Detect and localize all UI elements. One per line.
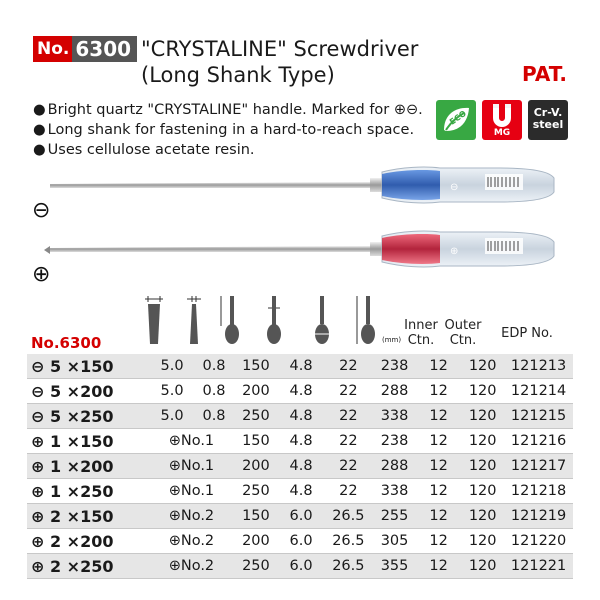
handle-diameter-cell: 26.5 <box>324 529 373 554</box>
tip-size-cell: ⊕No.2 <box>150 504 234 529</box>
model-prefix: No. <box>33 36 72 62</box>
mg-label: MG <box>493 128 511 138</box>
shank-diameter-cell: 6.0 <box>278 504 323 529</box>
outer-ctn-cell: 120 <box>461 504 504 529</box>
table-row <box>27 529 573 554</box>
shank-length-cell: 250 <box>233 479 278 504</box>
outer-ctn-cell: 120 <box>461 529 504 554</box>
size-cell: ⊕ 1 ×150 <box>27 429 150 454</box>
dimension-header <box>27 294 573 354</box>
edp-no-cell: 121215 <box>504 404 573 429</box>
handle-diameter-cell: 26.5 <box>324 554 373 579</box>
table-row <box>27 504 573 529</box>
shank-length-cell: 200 <box>233 379 278 404</box>
handle-diameter-cell: 22 <box>324 354 373 379</box>
edp-no-cell: 121214 <box>504 379 573 404</box>
handle-diameter-cell: 22 <box>324 379 373 404</box>
product-title <box>141 36 418 88</box>
badge-group <box>436 100 568 140</box>
inner-ctn-cell: 12 <box>416 379 461 404</box>
size-cell: ⊖ 5 ×200 <box>27 379 150 404</box>
inner-ctn-cell: 12 <box>416 504 461 529</box>
size-cell: ⊕ 2 ×150 <box>27 504 150 529</box>
table-row <box>27 379 573 404</box>
shank-diameter-cell: 6.0 <box>278 554 323 579</box>
tip-width-cell: 5.0 <box>150 354 195 379</box>
shank-length-dimension-icon <box>217 294 247 344</box>
overall-length-cell: 238 <box>373 429 416 454</box>
overall-length-cell: 338 <box>373 479 416 504</box>
size-cell: ⊕ 2 ×250 <box>27 554 150 579</box>
overall-length-cell: 238 <box>373 354 416 379</box>
shank-diameter-cell: 4.8 <box>278 429 323 454</box>
edp-no-cell: 121220 <box>504 529 573 554</box>
handle-diameter-dimension-icon <box>307 294 337 344</box>
shank-length-cell: 250 <box>233 554 278 579</box>
eco-label: ECO <box>447 108 469 127</box>
feature-item: ● Uses cellulose acetate resin. <box>33 140 423 160</box>
spec-rows <box>27 354 573 579</box>
product-illustration <box>30 158 570 298</box>
size-cell: ⊕ 1 ×250 <box>27 479 150 504</box>
shank-length-cell: 150 <box>233 354 278 379</box>
tip-size-cell: ⊕No.1 <box>150 429 234 454</box>
tip-size-cell: ⊕No.2 <box>150 554 234 579</box>
table-row <box>27 429 573 454</box>
outer-ctn-cell: 120 <box>461 554 504 579</box>
shank-diameter-cell: 4.8 <box>278 404 323 429</box>
tip-width-cell: 5.0 <box>150 404 195 429</box>
size-cell: ⊖ 5 ×150 <box>27 354 150 379</box>
inner-ctn-cell: 12 <box>416 529 461 554</box>
inner-ctn-cell: 12 <box>416 479 461 504</box>
handle-diameter-cell: 22 <box>324 479 373 504</box>
inner-ctn-cell: 12 <box>416 354 461 379</box>
shank-diameter-cell: 4.8 <box>278 379 323 404</box>
inner-ctn-cell: 12 <box>416 404 461 429</box>
crv-steel-badge <box>528 100 568 140</box>
patent-label: PAT. <box>522 62 567 86</box>
shank-length-cell: 150 <box>233 429 278 454</box>
feature-item: ● Long shank for fastening in a hard-to-reach space. <box>33 120 423 140</box>
overall-length-cell: 355 <box>373 554 416 579</box>
inner-ctn-cell: 12 <box>416 554 461 579</box>
model-badge <box>33 36 137 62</box>
shank-length-cell: 150 <box>233 504 278 529</box>
edp-no-cell: 121216 <box>504 429 573 454</box>
edp-no-cell: 121218 <box>504 479 573 504</box>
slotted-screwdriver <box>50 167 554 203</box>
shank-length-cell: 200 <box>233 529 278 554</box>
outer-ctn-cell: 120 <box>461 429 504 454</box>
tip-size-cell: ⊕No.2 <box>150 529 234 554</box>
outer-ctn-cell: 120 <box>461 479 504 504</box>
overall-length-cell: 305 <box>373 529 416 554</box>
handle-diameter-cell: 22 <box>324 404 373 429</box>
tip-thickness-cell: 0.8 <box>195 379 234 404</box>
shank-length-cell: 200 <box>233 454 278 479</box>
handle-diameter-cell: 26.5 <box>324 504 373 529</box>
outer-ctn-cell: 120 <box>461 354 504 379</box>
tip-width-cell: 5.0 <box>150 379 195 404</box>
table-row <box>27 404 573 429</box>
overall-length-cell: 255 <box>373 504 416 529</box>
size-cell: ⊖ 5 ×250 <box>27 404 150 429</box>
eco-badge-icon <box>436 100 476 140</box>
edp-no-cell: 121213 <box>504 354 573 379</box>
shank-diameter-cell: 4.8 <box>278 454 323 479</box>
feature-item: ● Bright quartz "CRYSTALINE" handle. Marked for ⊕⊖. <box>33 100 423 120</box>
phillips-handle-mark: ⊕ <box>450 246 459 257</box>
slotted-handle-mark: ⊖ <box>450 182 459 193</box>
overall-length-cell: 288 <box>373 454 416 479</box>
table-row <box>27 479 573 504</box>
feature-list <box>33 100 423 160</box>
model-number: 6300 <box>72 36 137 62</box>
tip-thickness-cell: 0.8 <box>195 354 234 379</box>
overall-length-dimension-icon <box>353 294 383 344</box>
shank-diameter-cell: 4.8 <box>278 479 323 504</box>
edp-no-cell: 121217 <box>504 454 573 479</box>
shank-diameter-dimension-icon <box>259 294 289 344</box>
size-cell: ⊕ 2 ×200 <box>27 529 150 554</box>
edp-no-cell: 121219 <box>504 504 573 529</box>
phillips-symbol-icon: ⊕ <box>32 262 51 287</box>
tip-size-cell: ⊕No.1 <box>150 479 234 504</box>
shank-diameter-cell: 6.0 <box>278 529 323 554</box>
inner-ctn-cell: 12 <box>416 454 461 479</box>
handle-diameter-cell: 22 <box>324 429 373 454</box>
screwdrivers-image <box>30 158 570 298</box>
slotted-symbol-icon: ⊖ <box>32 198 51 223</box>
tip-width-dimension-icon <box>139 294 169 344</box>
phillips-screwdriver <box>44 231 554 267</box>
outer-ctn-cell: 120 <box>461 379 504 404</box>
shank-length-cell: 250 <box>233 404 278 429</box>
outer-ctn-cell: 120 <box>461 454 504 479</box>
table-row <box>27 354 573 379</box>
steel-label: steel <box>532 118 564 131</box>
shank-diameter-cell: 4.8 <box>278 354 323 379</box>
edp-no-header: EDP No. <box>501 326 553 341</box>
tip-size-cell: ⊕No.1 <box>150 454 234 479</box>
table-row <box>27 554 573 579</box>
magnet-badge-icon <box>482 100 522 140</box>
edp-no-cell: 121221 <box>504 554 573 579</box>
overall-length-cell: 338 <box>373 404 416 429</box>
handle-diameter-cell: 22 <box>324 454 373 479</box>
size-cell: ⊕ 1 ×200 <box>27 454 150 479</box>
overall-length-cell: 288 <box>373 379 416 404</box>
tip-thickness-dimension-icon <box>179 294 209 344</box>
inner-ctn-header: Inner Ctn. <box>404 318 438 348</box>
title-line-2: (Long Shank Type) <box>141 63 335 87</box>
crv-label: Cr-V. <box>533 106 563 119</box>
title-line-1: "CRYSTALINE" Screwdriver <box>141 37 419 61</box>
unit-label: (mm) <box>382 336 402 344</box>
outer-ctn-cell: 120 <box>461 404 504 429</box>
inner-ctn-cell: 12 <box>416 429 461 454</box>
outer-ctn-header: Outer Ctn. <box>444 318 482 348</box>
tip-thickness-cell: 0.8 <box>195 404 234 429</box>
series-label: No.6300 <box>31 334 102 352</box>
table-row <box>27 454 573 479</box>
